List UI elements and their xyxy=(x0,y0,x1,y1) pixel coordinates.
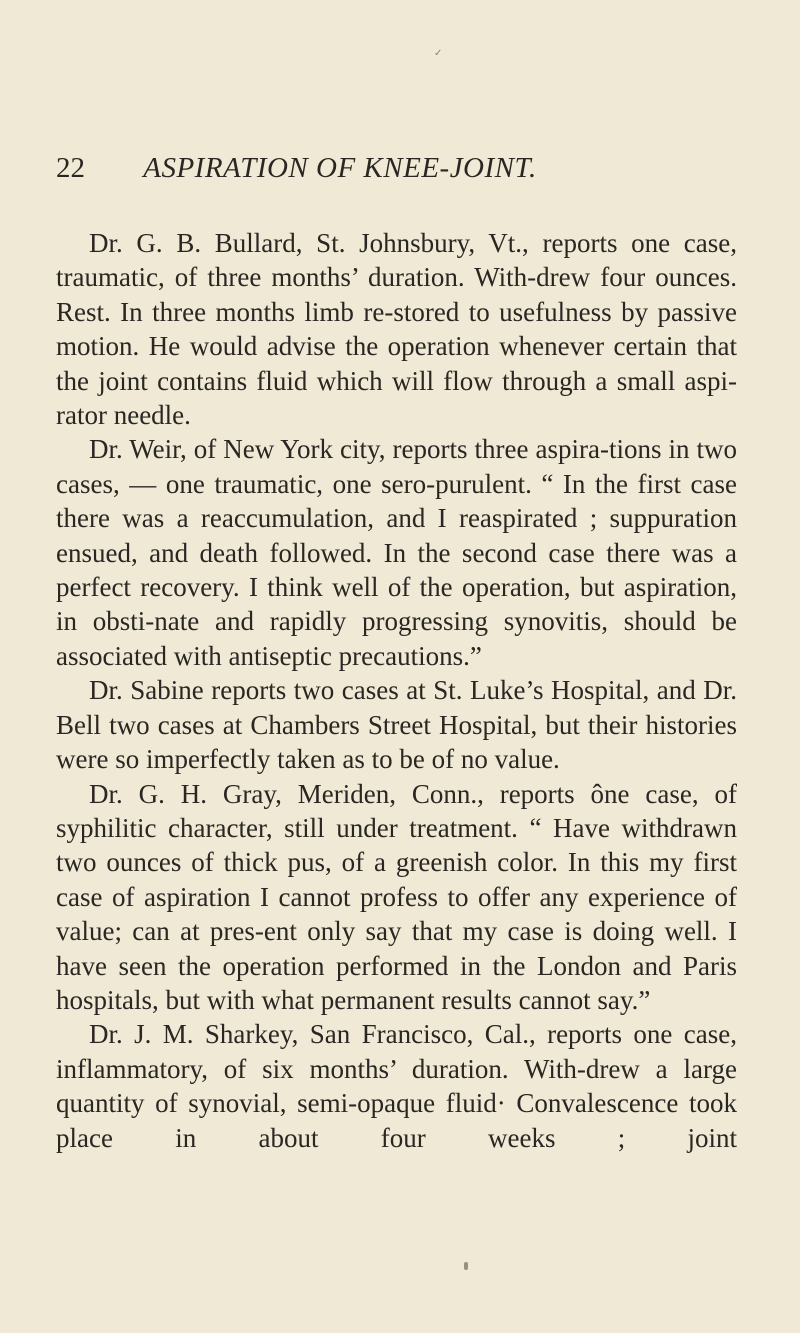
body-text xyxy=(56,226,737,1155)
paragraph-weir: Dr. Weir, of New York city, reports three aspira-tions in two cases, — one traumatic, one sero-purulent. “ In the first case there was a reaccumulation, and I reaspirated ; suppuration ensued, and death followed. In the second case there was a perfect recovery. I think well of the operation, but aspiration, in obsti-nate and rapidly progressing synovitis, should be associated with antiseptic precautions.” xyxy=(56,434,737,671)
paragraph-sabine: Dr. Sabine reports two cases at St. Luke’s Hospital, and Dr. Bell two cases at Chambers Street Hospital, but their histories were so imperfectly taken as to be of no value. xyxy=(56,675,737,775)
running-header xyxy=(56,150,756,186)
paper-speck xyxy=(464,1262,468,1270)
paragraph-gray: Dr. G. H. Gray, Meriden, Conn., reports ône case, of syphilitic character, still under treatment. “ Have withdrawn two ounces of thick pus, of a greenish color. In this my first case of aspiration I cannot profess to offer any experience of value; can at pres-ent only say that my case is doing well. I have seen the operation performed in the London and Paris hospitals, but with what permanent results cannot say.” xyxy=(56,778,737,1015)
running-title: ASPIRATION OF KNEE-JOINT. xyxy=(143,152,537,184)
page-number: 22 xyxy=(56,152,85,184)
pencil-tick-mark: ✓ xyxy=(434,48,443,59)
paragraph-sharkey: Dr. J. M. Sharkey, San Francisco, Cal., reports one case, inflammatory, of six months’ duration. With-drew a large quantity of synovial, semi-opaque fluid· Convalescence took place in about four weeks ; joint xyxy=(56,1019,737,1153)
paragraph-bullard: Dr. G. B. Bullard, St. Johnsbury, Vt., reports one case, traumatic, of three months’ duration. With-drew four ounces. Rest. In three months limb re-stored to usefulness by passive motion. He would advise the operation whenever certain that the joint contains fluid which will flow through a small aspi-rator needle. xyxy=(56,228,737,431)
